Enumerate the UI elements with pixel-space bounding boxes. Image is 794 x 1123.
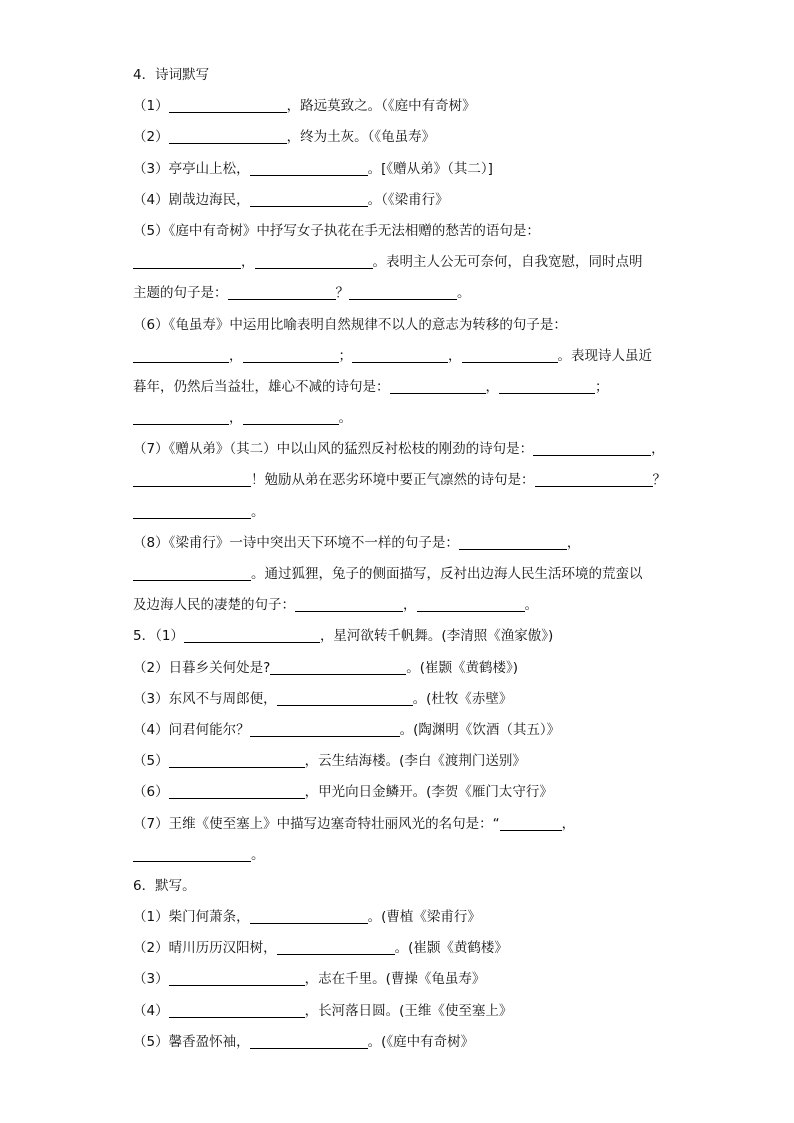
q6-item-1: （1）柴门何萧条， 。(曹植《梁甫行》 xyxy=(133,909,481,926)
answer-blank[interactable] xyxy=(250,1033,368,1049)
q5-item-3: （3）东风不与周郎便， 。(杜牧《赤壁》 xyxy=(133,690,513,707)
q4-item-6-line-4: ， 。 xyxy=(133,403,673,434)
answer-blank[interactable] xyxy=(133,347,229,363)
q5-item-1: 5．（1） ，星河欲转千帆舞。(李清照《渔家傲》) xyxy=(133,628,554,645)
answer-blank[interactable] xyxy=(133,565,251,581)
q4-item-7-line-3: 。 xyxy=(133,497,673,528)
q4-item-8-line-2: 。通过狐狸，兔子的侧面描写，反衬出边海人民生活环境的荒蛮以 xyxy=(133,559,673,590)
answer-blank[interactable] xyxy=(133,409,229,425)
q6-item-3: （3） ，志在千里。(曹操《龟虽寿》 xyxy=(133,971,486,988)
q5-item-4: （4）问君何能尔？ 。(陶渊明《饮酒（其五）》 xyxy=(133,721,561,738)
answer-blank[interactable] xyxy=(169,783,305,799)
q5-item-6: （6） ，甲光向日金鳞开。(李贺《雁门太守行》 xyxy=(133,784,553,801)
q4-item-8-line-3: 及边海人民的凄楚的句子： ， 。 xyxy=(133,597,538,614)
q4-item-7-prompt: （7）《赠从弟》（其二）中以山风的猛烈反衬松枝的刚劲的诗句是： ， xyxy=(133,441,665,458)
answer-blank[interactable] xyxy=(270,659,406,675)
answer-blank[interactable] xyxy=(255,253,373,269)
answer-blank[interactable] xyxy=(349,284,457,300)
answer-blank[interactable] xyxy=(535,471,653,487)
answer-blank[interactable] xyxy=(133,846,251,862)
answer-blank[interactable] xyxy=(228,284,336,300)
q4-item-4: （4）剧哉边海民， 。（《梁甫行》 xyxy=(133,191,449,208)
q4-item-6-line-2: ， ； ， 。表现诗人虽近 xyxy=(133,341,673,372)
answer-blank[interactable] xyxy=(250,160,368,176)
answer-blank[interactable] xyxy=(533,440,651,456)
q4-heading: 4．诗词默写 xyxy=(133,67,210,83)
answer-blank[interactable] xyxy=(169,1002,305,1018)
answer-blank[interactable] xyxy=(295,596,403,612)
q6-item-4: （4） ，长河落日圆。(王维《使至塞上》 xyxy=(133,1002,513,1019)
answer-blank[interactable] xyxy=(169,128,287,144)
q6-item-2: （2）晴川历历汉阳树， 。(崔颢《黄鹤楼》 xyxy=(133,940,508,957)
answer-blank[interactable] xyxy=(169,97,287,113)
answer-blank[interactable] xyxy=(277,690,413,706)
q4-item-3: （3）亭亭山上松， 。[《赠从弟》（其二）] xyxy=(133,160,493,177)
q5-item-5: （5） ，云生结海楼。(李白《渡荆门送别》 xyxy=(133,753,526,770)
q5-item-2: （2）日暮乡关何处是? 。(崔颢《黄鹤楼》) xyxy=(133,659,519,676)
answer-blank[interactable] xyxy=(352,347,448,363)
answer-blank[interactable] xyxy=(277,939,395,955)
q4-item-2: （2） ，终为土灰。（《龟虽寿》 xyxy=(133,129,436,146)
q5-item-7: （7）王维《使至塞上》中描写边塞奇特壮丽风光的名句是：“ ， xyxy=(133,815,576,832)
q4-item-7-line-2: ！勉励从弟在恶劣环境中要正气凛然的诗句是： ？ xyxy=(133,465,673,496)
answer-blank[interactable] xyxy=(417,596,525,612)
q4-item-1: （1） ，路远莫致之。（《庭中有奇树》 xyxy=(133,98,476,115)
answer-blank[interactable] xyxy=(390,378,486,394)
q4-item-6-line-3: 暮年，仍然后当益壮，雄心不减的诗句是： ， ； xyxy=(133,378,609,395)
answer-blank[interactable] xyxy=(499,378,595,394)
q6-item-5: （5）馨香盈怀袖， 。(《庭中有奇树》 xyxy=(133,1033,475,1050)
q4-item-6-prompt: （6）《龟虽寿》中运用比喻表明自然规律不以人的意志为转移的句子是： xyxy=(133,316,567,333)
q5-item-7-line-2: 。 xyxy=(133,840,673,871)
answer-blank[interactable] xyxy=(133,253,241,269)
answer-blank[interactable] xyxy=(459,534,567,550)
q4-item-5-line-2: ， 。表明主人公无可奈何，自我宽慰，同时点明 xyxy=(133,247,673,278)
answer-blank[interactable] xyxy=(250,721,400,737)
answer-blank[interactable] xyxy=(462,347,558,363)
answer-blank[interactable] xyxy=(250,191,368,207)
answer-blank[interactable] xyxy=(500,815,562,831)
answer-blank[interactable] xyxy=(133,503,251,519)
q6-heading: 6．默写。 xyxy=(133,877,196,894)
q4-item-5-line-3: 主题的句子是： ？ 。 xyxy=(133,285,471,302)
q4-item-8-prompt: （8）《梁甫行》一诗中突出天下环境不一样的句子是： ， xyxy=(133,534,581,551)
answer-blank[interactable] xyxy=(243,409,339,425)
answer-blank[interactable] xyxy=(169,970,305,986)
answer-blank[interactable] xyxy=(184,627,320,643)
answer-blank[interactable] xyxy=(133,471,251,487)
answer-blank[interactable] xyxy=(169,752,305,768)
answer-blank[interactable] xyxy=(243,347,339,363)
worksheet-page xyxy=(133,60,673,1058)
q4-item-5-prompt: （5）《庭中有奇树》中抒写女子执花在手无法相赠的愁苦的语句是： xyxy=(133,222,540,239)
answer-blank[interactable] xyxy=(250,908,368,924)
